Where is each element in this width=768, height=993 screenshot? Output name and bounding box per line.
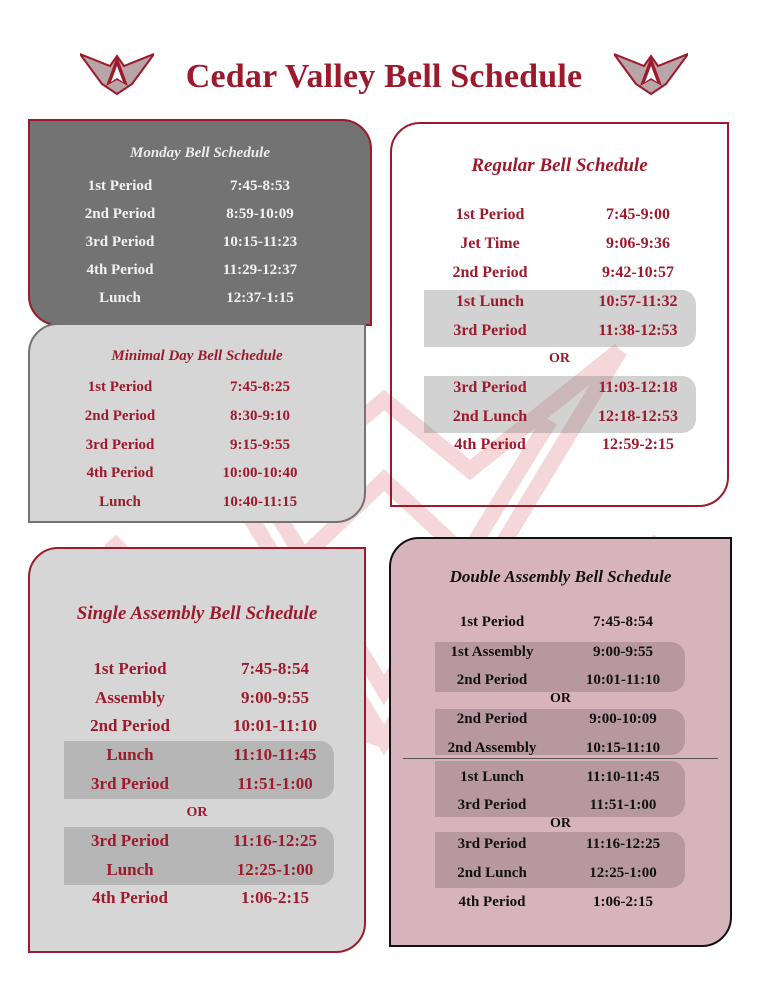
period-label: 2nd Lunch (452, 408, 528, 425)
period-label: 4th Period (91, 888, 169, 907)
period-label: Lunch (99, 494, 141, 510)
period-label: 3rd Period (85, 234, 155, 250)
period-time: 7:45-8:25 (230, 379, 290, 395)
period-time: 11:10-11:45 (233, 745, 317, 764)
period-label: 4th Period (86, 465, 154, 481)
period-time: 12:37-1:15 (226, 290, 294, 306)
period-time: 11:29-12:37 (222, 262, 298, 278)
schedule-row (30, 828, 364, 854)
schedule-row (391, 667, 730, 693)
period-time: 7:45-9:00 (606, 206, 670, 223)
period-label: 2nd Period (456, 672, 528, 688)
schedule-row (30, 685, 364, 711)
schedule-row (391, 860, 730, 886)
period-label: 1st Lunch (455, 293, 525, 310)
schedule-row (30, 656, 364, 682)
single-assembly-schedule-panel (28, 547, 366, 953)
schedule-row (391, 639, 730, 665)
schedule-row (30, 173, 370, 199)
period-time: 9:42-10:57 (602, 264, 674, 281)
schedule-row (392, 231, 727, 257)
period-label: Assembly (95, 688, 165, 707)
period-time: 12:59-2:15 (602, 436, 674, 453)
schedule-row (30, 285, 370, 311)
schedule-row (30, 771, 364, 797)
schedule-row (391, 889, 730, 915)
period-label: 1st Assembly (450, 644, 534, 660)
period-time: 10:01-11:10 (232, 716, 318, 735)
period-time: 10:01-11:10 (585, 672, 661, 688)
schedule-row (391, 609, 730, 635)
period-label: 3rd Period (453, 322, 527, 339)
or-separator: OR (550, 816, 571, 831)
period-time: 9:06-9:36 (606, 235, 670, 252)
period-time: 1:06-2:15 (593, 894, 653, 910)
schedule-row (392, 289, 727, 315)
schedule-row (392, 432, 727, 458)
period-label: 3rd Period (85, 437, 155, 453)
period-time: 10:15-11:23 (222, 234, 298, 250)
schedule-row (391, 831, 730, 857)
period-label: 3rd Period (457, 836, 527, 852)
period-label: 4th Period (458, 894, 526, 910)
schedule-row (392, 404, 727, 430)
period-label: 2nd Period (84, 206, 156, 222)
minimal-day-schedule-title: Minimal Day Bell Schedule (111, 348, 283, 364)
schedule-row (30, 460, 364, 486)
schedule-row (30, 742, 364, 768)
period-time: 12:25-1:00 (236, 860, 314, 879)
schedule-row (30, 374, 364, 400)
period-time: 7:45-8:53 (230, 178, 290, 194)
schedule-row (392, 318, 727, 344)
period-label: 1st Period (87, 379, 153, 395)
schedule-row (30, 201, 370, 227)
period-label: Lunch (106, 860, 154, 879)
period-label: Jet Time (460, 235, 520, 252)
period-label: 2nd Period (452, 264, 528, 281)
period-label: Lunch (106, 745, 154, 764)
period-time: 11:51-1:00 (589, 797, 657, 813)
period-label: 2nd Period (456, 711, 528, 727)
period-time: 12:18-12:53 (598, 408, 678, 425)
period-label: 3rd Period (91, 774, 169, 793)
period-time: 9:00-10:09 (589, 711, 657, 727)
regular-schedule-panel (390, 122, 729, 507)
period-time: 9:00-9:55 (593, 644, 653, 660)
period-label: 2nd Period (84, 408, 156, 424)
schedule-row (391, 764, 730, 790)
single-assembly-schedule-title: Single Assembly Bell Schedule (76, 603, 318, 624)
regular-schedule-title: Regular Bell Schedule (471, 155, 648, 176)
page-title: Cedar Valley Bell Schedule (185, 58, 583, 95)
schedule-row (30, 257, 370, 283)
period-label: 3rd Period (453, 379, 527, 396)
period-time: 11:16-12:25 (585, 836, 661, 852)
period-time: 1:06-2:15 (241, 888, 309, 907)
schedule-row (30, 432, 364, 458)
period-label: 4th Period (454, 436, 526, 453)
period-label: 3rd Period (91, 831, 169, 850)
period-time: 10:40-11:15 (222, 494, 298, 510)
schedule-row (392, 202, 727, 228)
schedule-row (30, 885, 364, 911)
period-time: 12:25-1:00 (589, 865, 657, 881)
schedule-row (391, 792, 730, 818)
period-label: 3rd Period (457, 797, 527, 813)
period-time: 10:15-11:10 (585, 740, 661, 756)
period-label: 2nd Period (90, 716, 170, 735)
schedule-row (392, 375, 727, 401)
period-label: 4th Period (86, 262, 154, 278)
period-time: 11:51-1:00 (237, 774, 313, 793)
period-label: 2nd Lunch (457, 865, 527, 881)
period-time: 8:30-9:10 (230, 408, 290, 424)
period-label: 2nd Assembly (447, 740, 537, 756)
period-label: 1st Period (459, 614, 525, 630)
schedule-row (30, 489, 364, 515)
schedule-row (30, 229, 370, 255)
schedule-row (392, 260, 727, 286)
or-separator: OR (549, 351, 570, 366)
monday-schedule-panel (28, 119, 372, 326)
period-label: 1st Period (87, 178, 153, 194)
schedule-row (30, 403, 364, 429)
period-label: Lunch (99, 290, 141, 306)
monday-schedule-title: Monday Bell Schedule (129, 145, 270, 161)
period-time: 10:00-10:40 (222, 465, 298, 481)
schedule-row (391, 706, 730, 732)
period-label: 1st Lunch (460, 769, 524, 785)
period-time: 10:57-11:32 (598, 293, 678, 310)
section-divider (403, 758, 718, 759)
schedule-row (30, 857, 364, 883)
period-time: 11:03-12:18 (598, 379, 678, 396)
double-assembly-schedule-title: Double Assembly Bell Schedule (449, 567, 672, 586)
period-label: 1st Period (455, 206, 525, 223)
period-time: 7:45-8:54 (593, 614, 653, 630)
schedule-row (30, 713, 364, 739)
or-separator: OR (550, 691, 571, 706)
period-time: 9:15-9:55 (230, 437, 290, 453)
period-time: 11:16-12:25 (232, 831, 318, 850)
period-time: 8:59-10:09 (226, 206, 294, 222)
period-time: 9:00-9:55 (241, 688, 309, 707)
minimal-day-schedule-panel (28, 323, 366, 523)
period-time: 11:10-11:45 (586, 769, 660, 785)
period-time: 11:38-12:53 (598, 322, 678, 339)
period-label: 1st Period (93, 659, 167, 678)
double-assembly-schedule-panel (389, 537, 732, 947)
or-separator: OR (186, 805, 208, 820)
period-time: 7:45-8:54 (241, 659, 309, 678)
